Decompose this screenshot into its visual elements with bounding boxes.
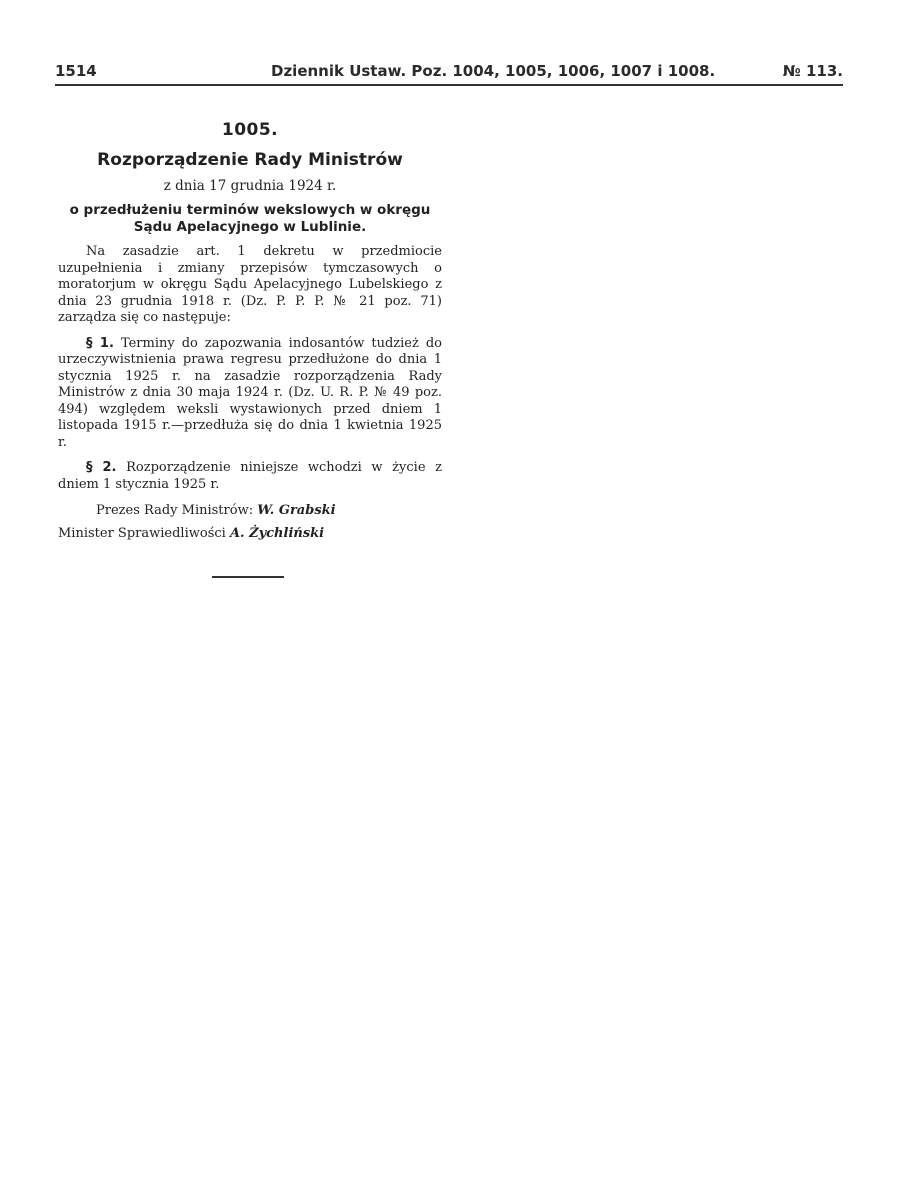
signature-role: Prezes Rady Ministrów: [96, 503, 254, 518]
signature-role: Minister Sprawiedliwości [58, 526, 226, 541]
section-text: Rozporządzenie niniejsze wchodzi w życie z dniem 1 stycznia 1925 r. [58, 460, 442, 492]
journal-title: Dziennik Ustaw. Poz. 1004, 1005, 1006, 1007 i 1008. [271, 62, 716, 80]
signature-name: A. Żychliński [229, 526, 325, 541]
signature-name: W. Grabski [257, 503, 336, 518]
section-2 [58, 460, 442, 493]
signature-justice-minister [58, 525, 442, 542]
act-subject: o przedłużeniu terminów wekslowych w okręgu Sądu Apelacyjnego w Lublinie. [69, 202, 431, 235]
page-number: 1514 [55, 62, 97, 80]
section-label: § 1. [86, 335, 114, 351]
preamble: Na zasadzie art. 1 dekretu w przedmiocie uzupełnienia i zmiany przepisów tymczasowych o moratorjum w okręgu Sądu Apelacyjnego Lubelskiego z dnia 23 grudnia 1918 r. (Dz. P. P. P. № 21 poz. 71) zarządza się co następuje: [58, 244, 442, 325]
issue-number: № 113. [782, 62, 843, 80]
section-label: § 2. [86, 460, 117, 475]
section-1 [58, 336, 442, 452]
act-date: z dnia 17 grudnia 1924 r. [163, 178, 337, 194]
closing-rule [212, 576, 284, 578]
page-header [55, 60, 843, 86]
text-column [58, 120, 442, 578]
act-number: 1005. [221, 120, 279, 140]
act-title: Rozporządzenie Rady Ministrów [97, 150, 403, 170]
signature-prime-minister [58, 502, 442, 519]
section-text: Terminy do zapozwania indosantów tudzież do urzeczywistnienia prawa regresu przedłużone do dnia 1 stycznia 1925 r. na zasadzie rozporządzenia Rady Ministrów z dnia 30 maja 1924 r. (Dz. U. R. P. № 49 poz. 494) względem weksli wystawionych przed dniem 1 listopada 1915 r.—przedłuża się do dnia 1 kwietnia 1925 r. [58, 335, 442, 450]
